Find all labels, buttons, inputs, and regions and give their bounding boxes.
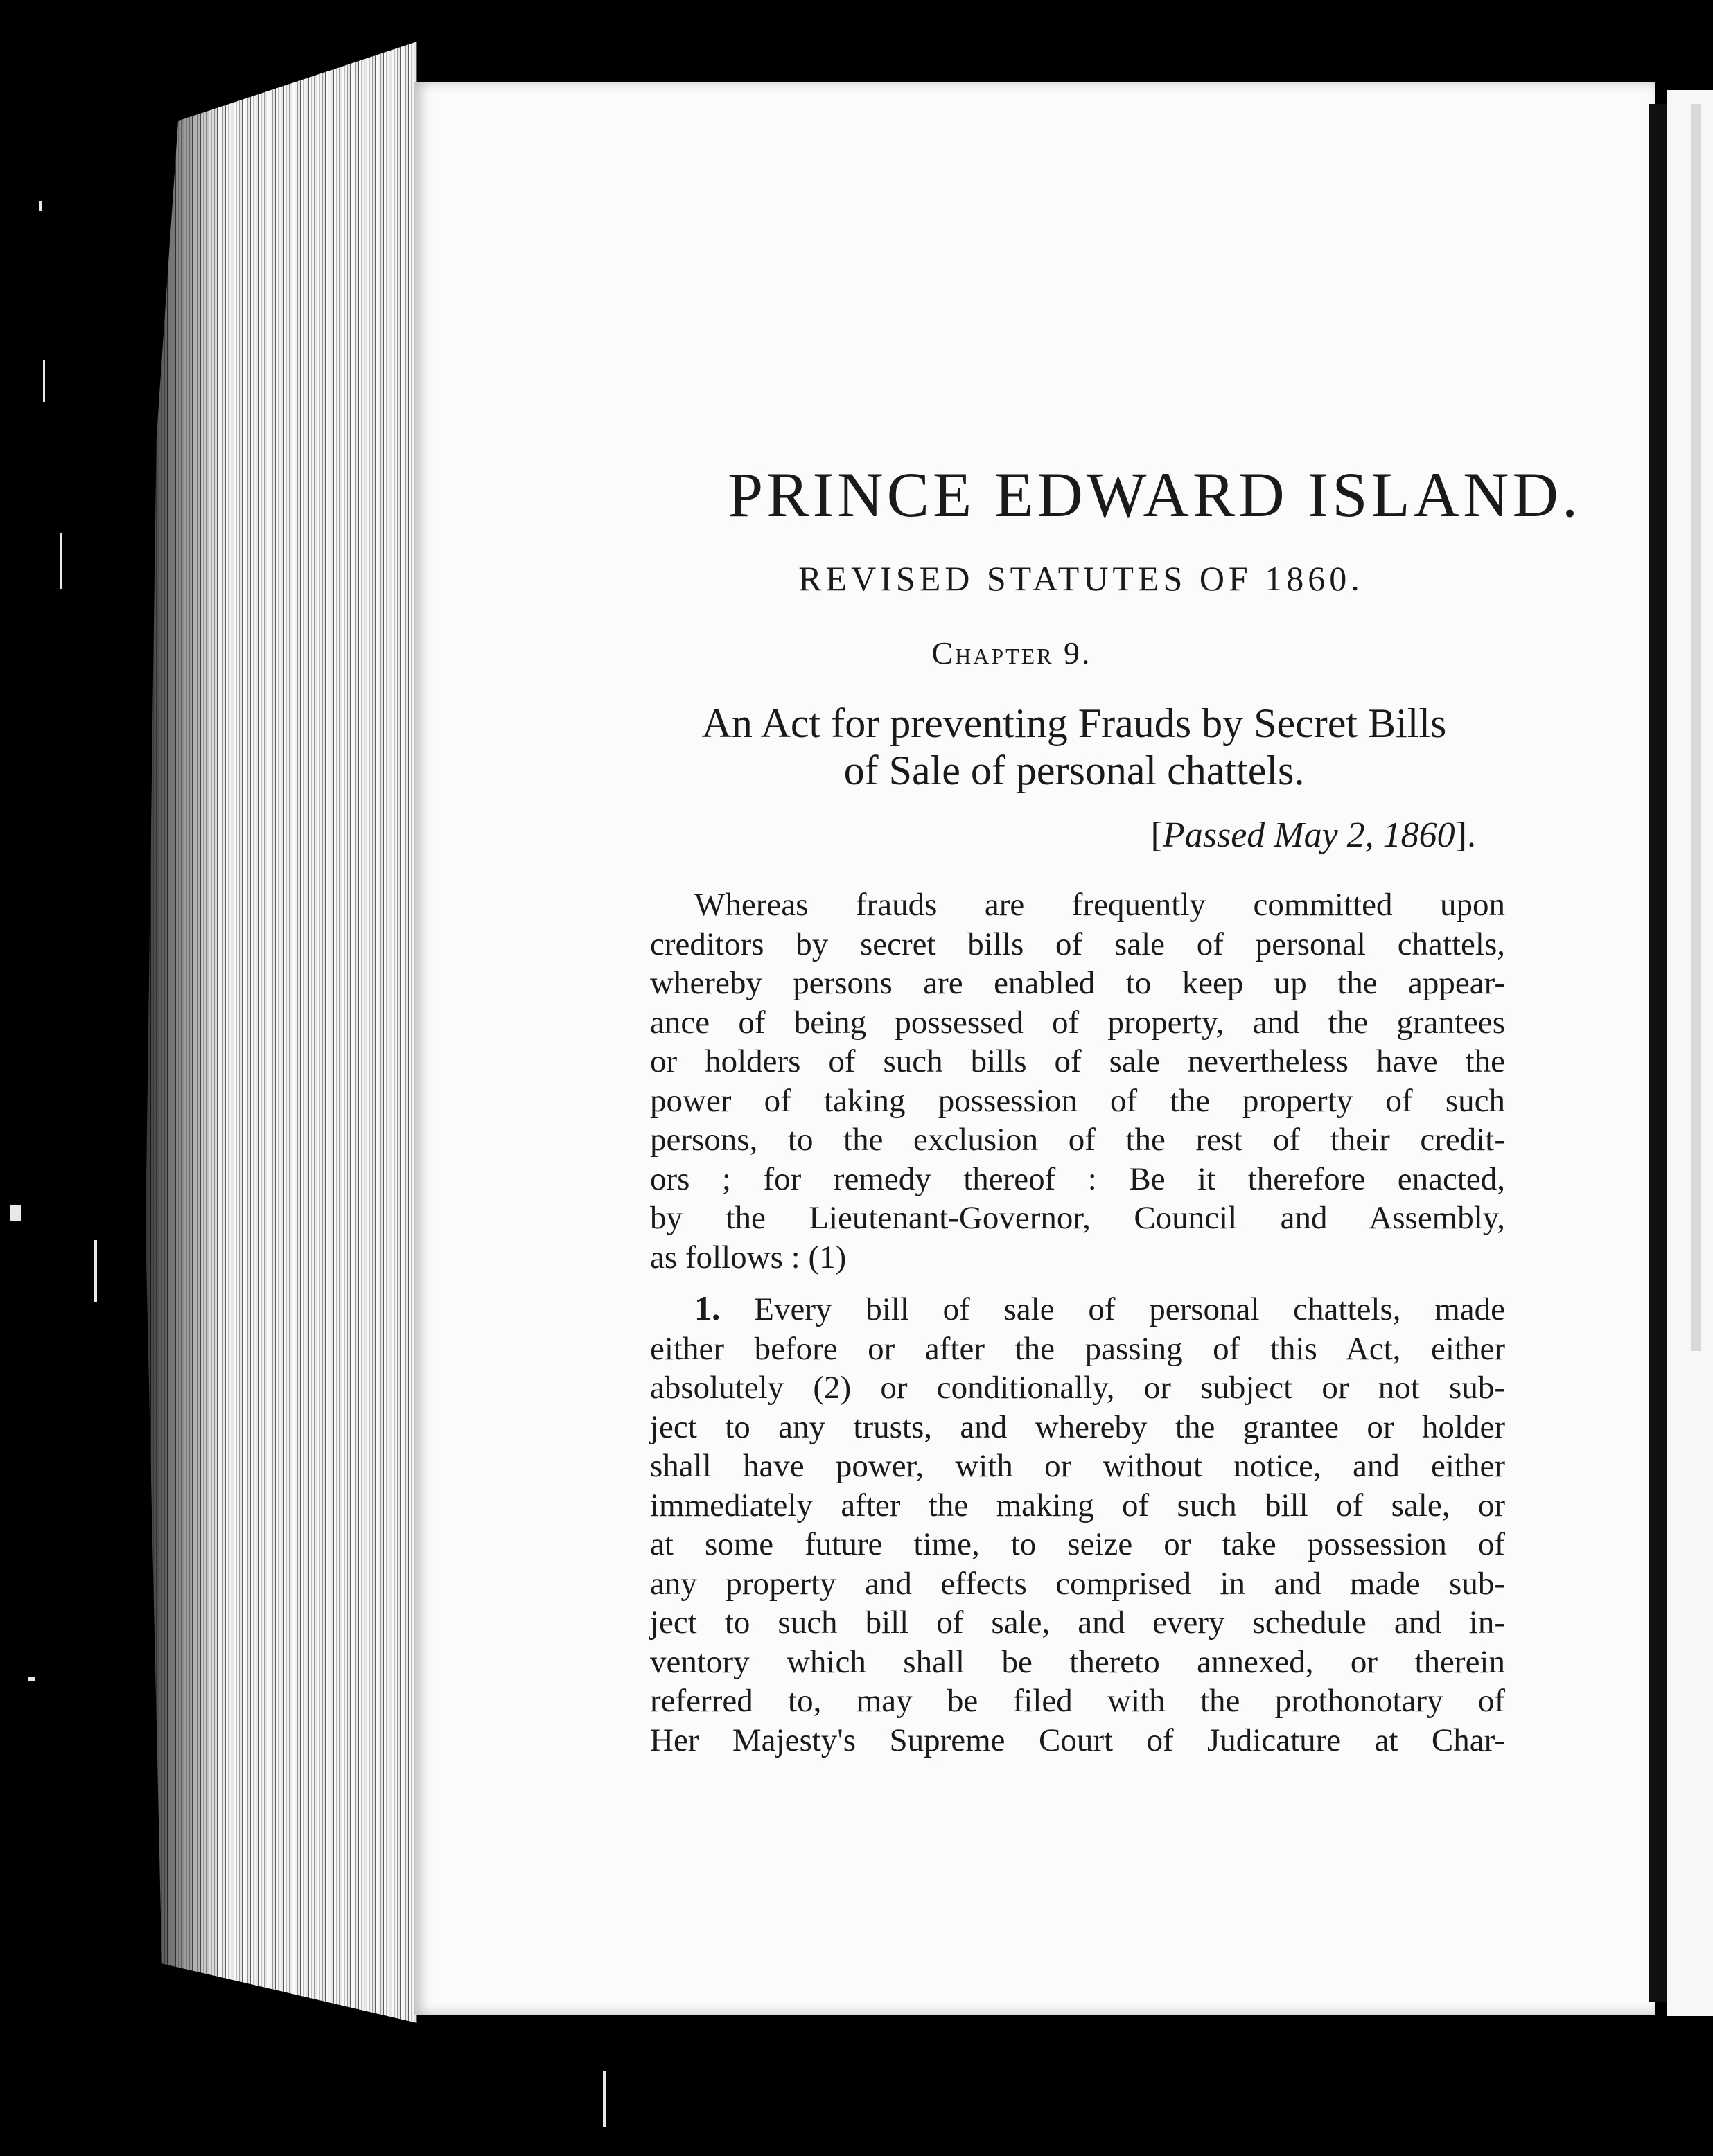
section-line: any property and effects comprised in and made sub- bbox=[650, 1565, 1505, 1602]
section-number: 1. bbox=[694, 1289, 721, 1327]
act-title bbox=[638, 700, 1511, 794]
section-line: absolutely (2) or conditionally, or subject or not sub- bbox=[650, 1370, 1505, 1406]
act-title-line: of Sale of personal chattels. bbox=[843, 748, 1305, 793]
preamble-line: whereby persons are enabled to keep up the appear- bbox=[650, 965, 1505, 1001]
passed-date bbox=[1081, 815, 1476, 855]
section-line: at some future time, to seize or take possession of bbox=[650, 1526, 1505, 1562]
passed-open-bracket: [ bbox=[1150, 815, 1163, 855]
scan-artifact bbox=[94, 1240, 97, 1302]
section-line: immediately after the making of such bill of sale, or bbox=[650, 1487, 1505, 1523]
section-line: ject to any trusts, and whereby the grantee or holder bbox=[650, 1408, 1505, 1445]
book-gutter bbox=[1649, 104, 1667, 2002]
preamble-paragraph bbox=[650, 885, 1505, 1277]
preamble-line: Whereas frauds are frequently committed upon bbox=[694, 887, 1505, 923]
section-1-paragraph bbox=[650, 1289, 1505, 1760]
scan-artifact bbox=[60, 533, 62, 589]
section-line: ventory which shall be thereto annexed, or therein bbox=[650, 1643, 1505, 1680]
section-line: referred to, may be filed with the prothonotary of bbox=[650, 1683, 1505, 1719]
preamble-line: ors ; for remedy thereof : Be it therefore enacted, bbox=[650, 1160, 1505, 1197]
scan-artifact bbox=[603, 2071, 606, 2127]
scan-artifact bbox=[43, 360, 45, 402]
preamble-line: or holders of such bills of sale nevertheless have the bbox=[650, 1043, 1505, 1079]
preamble-line: power of taking possession of the property of such bbox=[650, 1082, 1505, 1119]
page-edges-shadow bbox=[139, 42, 222, 2023]
chapter-heading: Chapter 9. bbox=[931, 635, 1092, 671]
scan-artifact bbox=[39, 201, 42, 211]
section-line: Her Majesty's Supreme Court of Judicature at Char- bbox=[650, 1722, 1505, 1758]
facing-page-edge bbox=[1667, 90, 1713, 2016]
scan-artifact bbox=[28, 1677, 35, 1681]
preamble-line: by the Lieutenant-Governor, Council and Assembly, bbox=[650, 1200, 1505, 1236]
preamble-line: ance of being possessed of property, and the grantees bbox=[650, 1004, 1505, 1041]
section-line: either before or after the passing of this Act, either bbox=[650, 1330, 1505, 1367]
passed-close-bracket: ]. bbox=[1455, 815, 1476, 855]
preamble-line: persons, to the exclusion of the rest of their credit- bbox=[650, 1122, 1505, 1158]
section-line-text: Every bill of sale of personal chattels, made bbox=[754, 1291, 1505, 1327]
statute-subtitle: REVISED STATUTES OF 1860. bbox=[798, 559, 1364, 598]
act-title-line: An Act for preventing Frauds by Secret Bills bbox=[701, 700, 1447, 746]
page-title: PRINCE EDWARD ISLAND. bbox=[728, 459, 1581, 530]
section-line: ject to such bill of sale, and every schedule and in- bbox=[650, 1605, 1505, 1641]
section-line: shall have power, with or without notice, and either bbox=[650, 1448, 1505, 1484]
scan-artifact bbox=[10, 1205, 21, 1221]
preamble-line: creditors by secret bills of sale of personal chattels, bbox=[650, 926, 1505, 962]
passed-date-text: Passed May 2, 1860 bbox=[1162, 815, 1455, 855]
preamble-line: as follows : (1) bbox=[650, 1239, 847, 1275]
section-line bbox=[650, 1289, 1505, 1329]
facing-page-shadow bbox=[1691, 104, 1701, 1351]
